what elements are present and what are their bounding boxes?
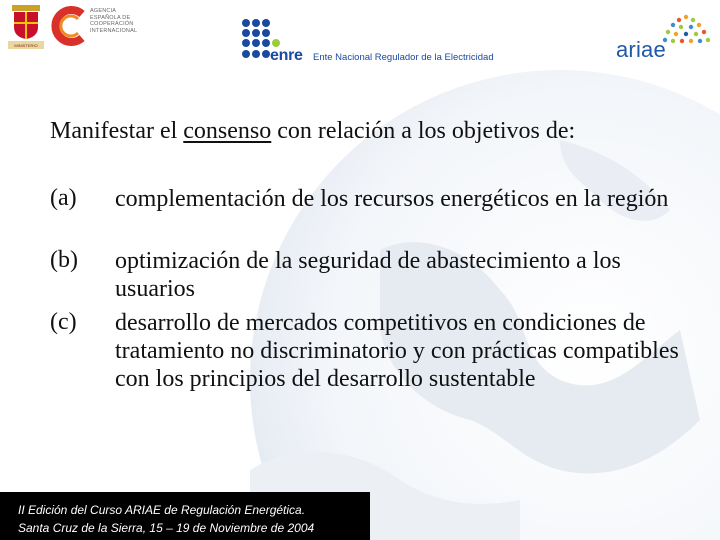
intro-emphasis: consenso	[183, 118, 272, 144]
footer-location-date: Santa Cruz de la Sierra, 15 – 19 de Noviembre de 2004	[18, 521, 315, 535]
aecid-c-icon	[50, 6, 88, 46]
aecid-line: INTERNACIONAL	[90, 27, 138, 34]
intro-text-after: con relación a los objetivos de:	[271, 118, 576, 144]
intro-text-before: Manifestar el	[50, 118, 184, 144]
footer-course-title: II Edición del Curso ARIAE de Regulación Energética.	[18, 503, 306, 517]
svg-text:MINISTERIO: MINISTERIO	[14, 43, 38, 48]
objective-label: (c)	[50, 309, 77, 335]
objective-text: optimización de la seguridad de abastecimiento a los usuarios	[115, 248, 621, 302]
spain-ministry-shield-icon	[8, 5, 44, 49]
aecid-line: COOPERACIÓN	[90, 21, 134, 27]
aecid-name	[90, 8, 150, 34]
ariae-dot-arc-icon	[660, 14, 712, 48]
enre-full-name: Ente Nacional Regulador de la Electricidad	[313, 52, 494, 63]
objective-text: desarrollo de mercados competitivos en condiciones de tratamiento no discriminatorio y con prácticas compatibles con los principios del desarrollo sustentable	[115, 310, 679, 392]
enre-wordmark: enre	[270, 47, 303, 64]
objective-label: (a)	[50, 185, 77, 211]
aecid-line: ESPAÑOLA DE	[90, 14, 131, 21]
objective-text: complementación de los recursos energéticos en la región	[115, 186, 669, 212]
intro-statement	[50, 118, 575, 145]
objective-label: (b)	[50, 247, 78, 273]
ariae-wordmark: ariae	[616, 37, 666, 62]
aecid-line: AGENCIA	[90, 8, 117, 14]
